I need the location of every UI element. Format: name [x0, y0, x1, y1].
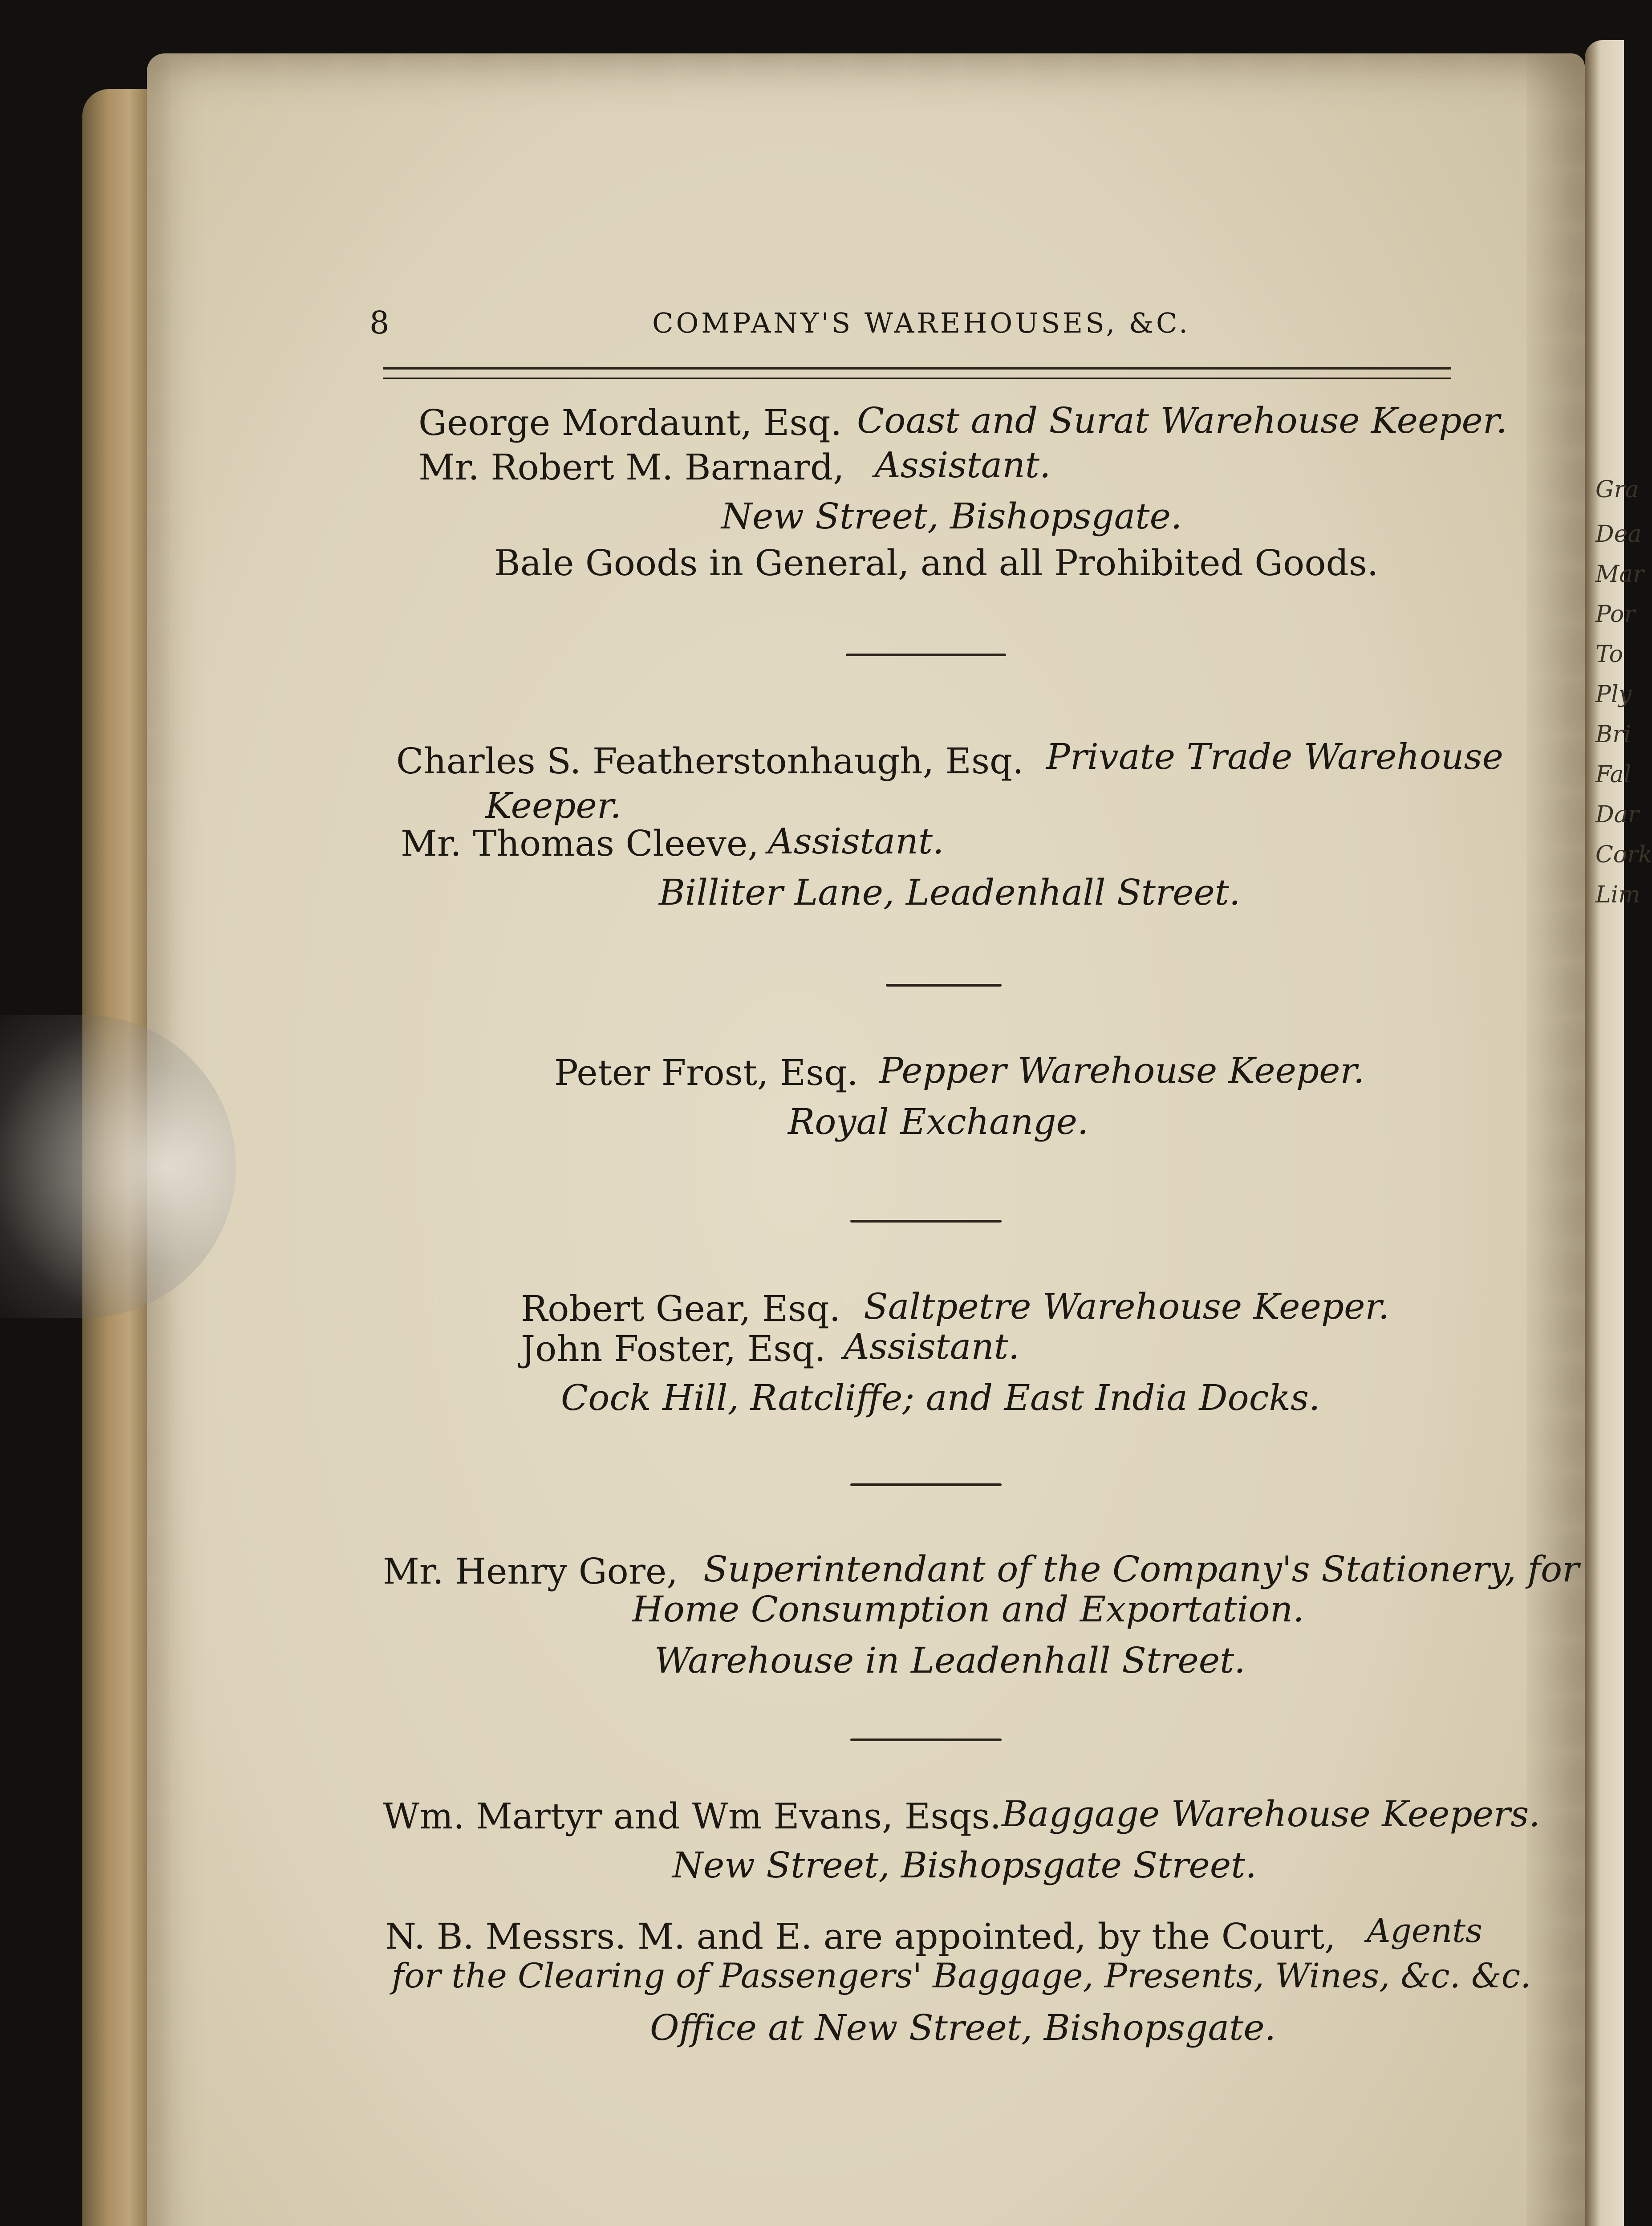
facing-page-text: Dea	[1595, 521, 1642, 548]
entry-name: Mr. Henry Gore,	[383, 1551, 678, 1592]
entry-name: Wm. Martyr and Wm Evans, Esqs.	[383, 1795, 1002, 1837]
entry-role: Assistant.	[875, 444, 1051, 486]
entry-role: Home Consumption and Exportation.	[632, 1588, 1304, 1630]
section-divider	[850, 1220, 1002, 1223]
facing-page-text: Lim	[1595, 881, 1640, 908]
header-rule	[383, 378, 1451, 379]
note-office: Office at New Street, Bishopsgate.	[650, 2007, 1276, 2048]
facing-page-edge	[1585, 40, 1652, 2226]
entry-role: Saltpetre Warehouse Keeper.	[864, 1286, 1390, 1327]
facing-page-text: Gra	[1595, 476, 1639, 503]
entry-location: Royal Exchange.	[788, 1101, 1089, 1142]
facing-page-text: Mar	[1595, 561, 1644, 588]
section-divider	[850, 1739, 1002, 1741]
running-title: COMPANY'S WAREHOUSES, &C.	[652, 307, 1190, 339]
entry-location: Billiter Lane, Leadenhall Street.	[659, 872, 1241, 913]
entry-role: Keeper.	[485, 785, 621, 826]
section-divider	[850, 1483, 1002, 1486]
section-divider	[846, 654, 1006, 656]
entry-name: Charles S. Featherstonhaugh, Esq.	[396, 740, 1024, 782]
entry-location: New Street, Bishopsgate.	[721, 496, 1182, 537]
page-number: 8	[369, 305, 390, 341]
facing-page-text: Bri	[1595, 721, 1631, 748]
entry-name: George Mordaunt, Esq.	[418, 402, 842, 443]
entry-role: Pepper Warehouse Keeper.	[879, 1050, 1365, 1091]
entry-location: Cock Hill, Ratcliffe; and East India Docks.	[561, 1377, 1320, 1418]
entry-role: Assistant.	[768, 821, 944, 862]
note-text: N. B. Messrs. M. and E. are appointed, by the Court,	[385, 1916, 1336, 1957]
facing-page-text: To	[1595, 641, 1623, 668]
entry-name: Mr. Robert M. Barnard,	[418, 447, 844, 488]
entry-name: Mr. Thomas Cleeve,	[401, 823, 759, 864]
header-rule	[383, 367, 1451, 370]
note-text-italic: Agents	[1367, 1912, 1482, 1950]
entry-location: Warehouse in Leadenhall Street.	[654, 1640, 1246, 1681]
note-continuation: for the Clearing of Passengers' Baggage, Presents, Wines, &c. &c.	[392, 1956, 1531, 1995]
facing-page-text: Fal	[1595, 761, 1632, 788]
section-divider	[886, 984, 1002, 987]
entry-name: Peter Frost, Esq.	[554, 1052, 858, 1093]
entry-role: Private Trade Warehouse	[1046, 736, 1503, 777]
entry-goods: Bale Goods in General, and all Prohibited Goods.	[494, 542, 1379, 584]
entry-role: Assistant.	[844, 1326, 1020, 1367]
entry-name: John Foster, Esq.	[521, 1328, 826, 1369]
entry-location: New Street, Bishopsgate Street.	[672, 1844, 1257, 1886]
facing-page-text: Dar	[1595, 801, 1639, 828]
entry-name: Robert Gear, Esq.	[521, 1288, 841, 1329]
facing-page-text: Ply	[1595, 681, 1632, 708]
facing-page-text: Cork	[1595, 841, 1652, 868]
facing-page-text: Por	[1595, 601, 1636, 628]
entry-role: Coast and Surat Warehouse Keeper.	[857, 400, 1507, 441]
entry-role: Superintendant of the Company's Stationery, for	[703, 1548, 1579, 1590]
entry-role: Baggage Warehouse Keepers.	[1002, 1793, 1540, 1835]
